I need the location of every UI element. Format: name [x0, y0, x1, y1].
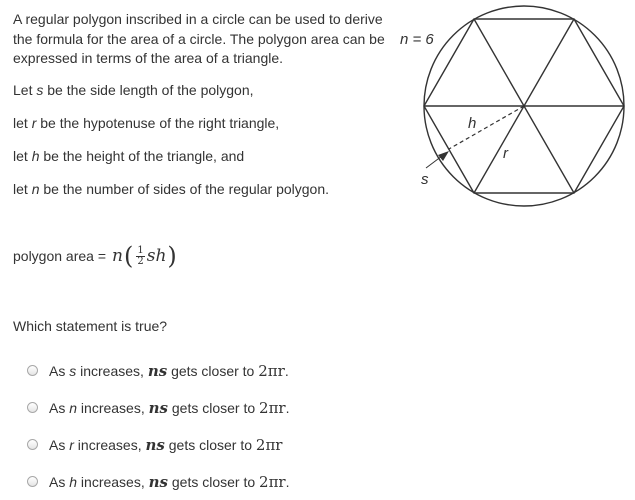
hexagon-diagram: [390, 0, 635, 215]
answer-options: [27, 352, 290, 500]
definition-r: let r be the hypotenuse of the right triangle,: [13, 115, 280, 131]
option-label: As h increases, ns gets closer to 2πr.: [49, 472, 290, 491]
radio-button[interactable]: [27, 365, 38, 376]
definition-s: Let s be the side length of the polygon,: [13, 82, 254, 98]
s-label: s: [421, 171, 429, 188]
radio-button[interactable]: [27, 439, 38, 450]
h-label: h: [468, 115, 477, 132]
radio-button[interactable]: [27, 402, 38, 413]
definition-h: let h be the height of the triangle, and: [13, 148, 245, 164]
option-label: As r increases, ns gets closer to 2πr: [49, 435, 283, 454]
answer-option-2[interactable]: [27, 389, 290, 426]
height-line: [449, 106, 524, 149]
fraction-one-half: $\frac{1}{2}$: [137, 244, 144, 267]
radio-button[interactable]: [27, 476, 38, 487]
question-text: Which statement is true?: [13, 318, 168, 334]
polygon-area-formula: [13, 244, 178, 268]
option-label: As n increases, ns gets closer to 2πr.: [49, 398, 290, 417]
formula-expression: n ( $\frac{1}{2}$ sh ): [112, 242, 177, 270]
n-label: n = 6: [400, 31, 434, 48]
answer-option-1[interactable]: [27, 352, 290, 389]
definition-n: let n be the number of sides of the regular polygon.: [13, 181, 329, 197]
s-pointer-line: [426, 156, 442, 168]
intro-text: A regular polygon inscribed in a circle can be used to derive the formula for the area of a circle. The polygon area can be expressed in terms of the area of a triangle.: [13, 11, 385, 66]
formula-label: polygon area =: [13, 248, 107, 264]
answer-option-4[interactable]: [27, 463, 290, 500]
answer-option-3[interactable]: [27, 426, 290, 463]
r-label: r: [503, 145, 508, 162]
option-label: As s increases, ns gets closer to 2πr.: [49, 361, 289, 380]
